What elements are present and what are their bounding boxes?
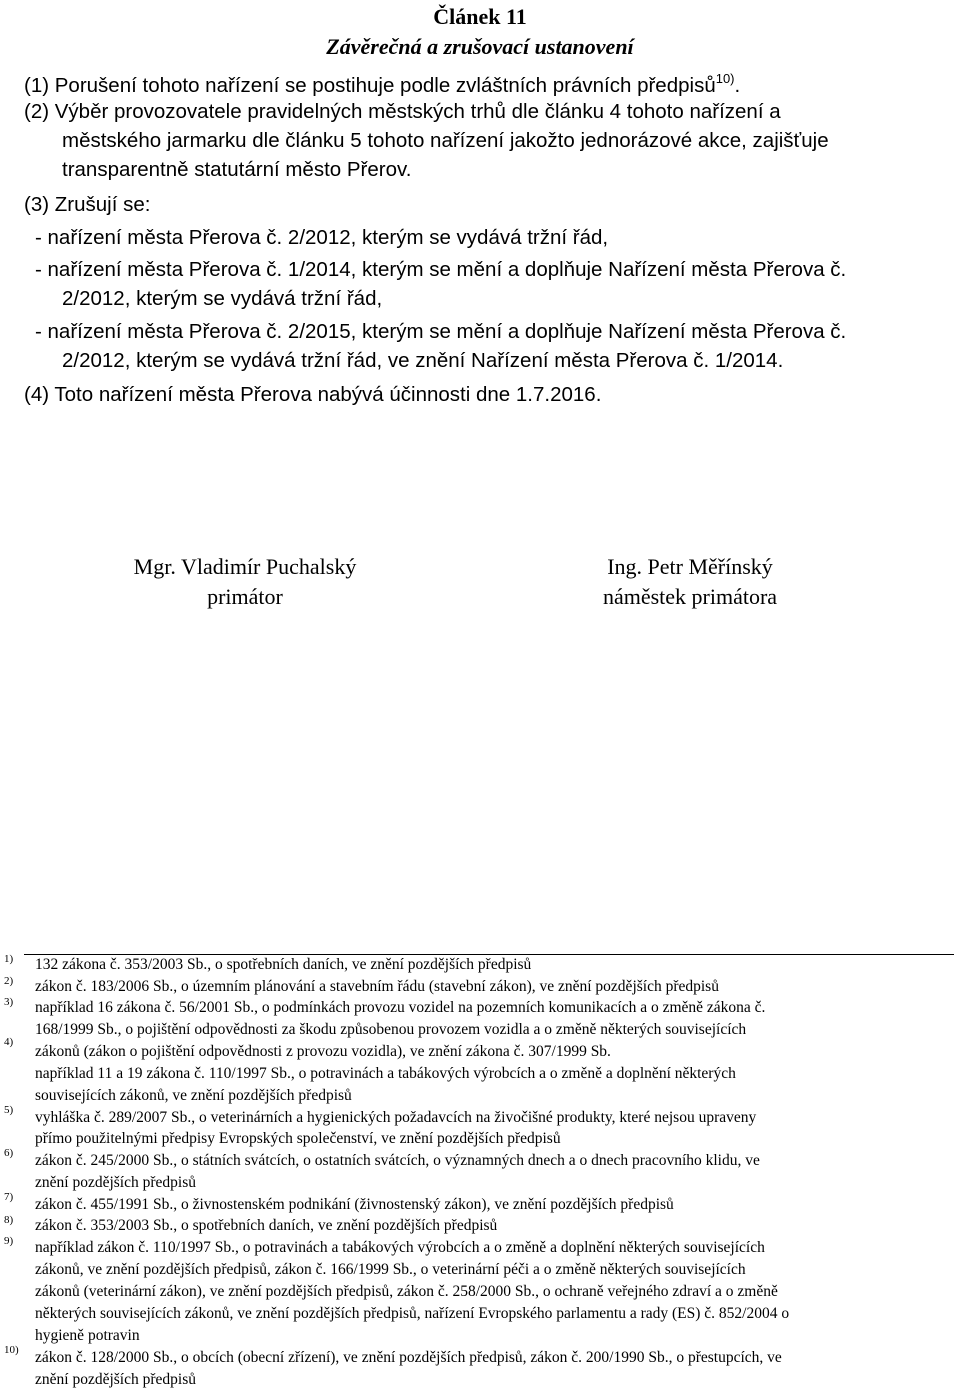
footnote-number-4: 4): [4, 1036, 14, 1048]
footnote-line: zákon č. 353/2003 Sb., o spotřebních daních, ve znění pozdějších předpisů: [35, 1217, 498, 1234]
paragraph-1-text: (1) Porušení tohoto nařízení se postihuje podle zvláštních právních předpisů: [24, 74, 716, 97]
signature-right-name: Ing. Petr Měřínský: [607, 554, 773, 579]
footnote-line: některých souvisejících zákonů, ve znění pozdějších předpisů, nařízení Evropského parlamentu a rady (ES) č. 852/2004 o: [35, 1305, 790, 1322]
article-subheading: Závěrečná a zrušovací ustanovení: [326, 34, 634, 59]
footnote-line: například 11 a 19 zákona č. 110/1997 Sb., o potravinách a tabákových výrobcích a o změně a doplnění některých: [35, 1065, 736, 1082]
footnote-number-9: 9): [4, 1235, 14, 1247]
footnote-line: zákon č. 183/2006 Sb., o územním plánování a stavebním řádu (stavební zákon), ve znění pozdějších předpisů: [35, 978, 719, 995]
footnote-line: znění pozdějších předpisů: [35, 1371, 196, 1388]
footnote-line: zákonů (veterinární zákon), ve znění pozdějších předpisů, zákon č. 258/2000 Sb., o ochraně veřejného zdraví a o změně: [35, 1283, 778, 1300]
repeal-item-3-line-2: 2/2012, kterým se vydává tržní řád, ve znění Nařízení města Přerova č. 1/2014.: [62, 349, 784, 372]
footnote-line: přímo použitelnými předpisy Evropských společenství, ve znění pozdějších předpisů: [35, 1130, 561, 1147]
repeal-item-2-line-1: - nařízení města Přerova č. 1/2014, kterým se mění a doplňuje Nařízení města Přerova č.: [35, 258, 847, 281]
paragraph-1-end: .: [734, 74, 741, 97]
footnote-line: vyhláška č. 289/2007 Sb., o veterinárních a hygienických požadavcích na živočišné produkty, které nejsou upraveny: [35, 1109, 757, 1126]
signature-left-name: Mgr. Vladimír Puchalský: [133, 554, 357, 579]
article-heading: Článek 11: [433, 4, 527, 29]
footnote-number-1: 1): [4, 953, 14, 965]
footnote-number-6: 6): [4, 1147, 14, 1159]
footnote-line: znění pozdějších předpisů: [35, 1174, 196, 1191]
footnote-line: zákon č. 128/2000 Sb., o obcích (obecní zřízení), ve znění pozdějších předpisů, zákon č. 200/1990 Sb., o přestupcích, ve: [35, 1349, 782, 1366]
signature-left-role: primátor: [207, 584, 283, 609]
repeal-item-1: - nařízení města Přerova č. 2/2012, kterým se vydává tržní řád,: [35, 226, 609, 249]
repeal-item-3-line-1: - nařízení města Přerova č. 2/2015, kterým se mění a doplňuje Nařízení města Přerova č.: [35, 320, 847, 343]
signature-right-role: náměstek primátora: [602, 584, 778, 609]
paragraph-1-footnote-ref: 10): [715, 71, 735, 86]
paragraph-2-line-2: městského jarmarku dle článku 5 tohoto nařízení jakožto jednorázové akce, zajišťuje: [62, 129, 829, 152]
footnote-number-2: 2): [4, 975, 14, 987]
paragraph-3-heading: (3) Zrušují se:: [24, 193, 151, 216]
footnote-line: zákon č. 455/1991 Sb., o živnostenském podnikání (živnostenský zákon), ve znění pozdějších předpisů: [35, 1196, 674, 1213]
footnote-number-7: 7): [4, 1191, 14, 1203]
paragraph-2-line-1: (2) Výběr provozovatele pravidelných městských trhů dle článku 4 tohoto nařízení a: [24, 100, 781, 123]
footnote-line: zákonů (zákon o pojištění odpovědnosti z provozu vozidla), ve znění zákona č. 307/1999 Sb.: [35, 1043, 611, 1060]
footnote-line: souvisejících zákonů, ve znění pozdějších předpisů: [35, 1087, 352, 1104]
footnote-line: například 16 zákona č. 56/2001 Sb., o podmínkách provozu vozidel na pozemních komunikacích a o změně zákona č.: [35, 999, 766, 1016]
repeal-item-2-line-2: 2/2012, kterým se vydává tržní řád,: [62, 287, 383, 310]
footnote-line: zákonů, ve znění pozdějších předpisů, zákon č. 166/1999 Sb., o veterinární péči a o změně některých souvisejících: [35, 1261, 746, 1278]
footnote-number-8: 8): [4, 1214, 14, 1226]
footnote-line: 132 zákona č. 353/2003 Sb., o spotřebních daních, ve znění pozdějších předpisů: [35, 956, 532, 973]
footnote-number-3: 3): [4, 996, 14, 1008]
footnote-line: například zákon č. 110/1997 Sb., o potravinách a tabákových výrobcích a o změně a doplnění některých souvisejících: [35, 1239, 765, 1256]
footnote-line: zákon č. 245/2000 Sb., o státních svátcích, o ostatních svátcích, o významných dnech a o dnech pracovního klidu, ve: [35, 1152, 760, 1169]
paragraph-4: (4) Toto nařízení města Přerova nabývá účinnosti dne 1.7.2016.: [24, 383, 602, 406]
footnote-number-10: 10): [4, 1344, 19, 1356]
footnote-number-5: 5): [4, 1104, 14, 1116]
paragraph-2-line-3: transparentně statutární město Přerov.: [62, 158, 412, 181]
footnote-line: 168/1999 Sb., o pojištění odpovědnosti za škodu způsobenou provozem vozidla a o změně některých souvisejících: [35, 1021, 747, 1038]
footnote-line: hygieně potravin: [35, 1327, 140, 1344]
paragraph-1: [24, 65, 740, 100]
